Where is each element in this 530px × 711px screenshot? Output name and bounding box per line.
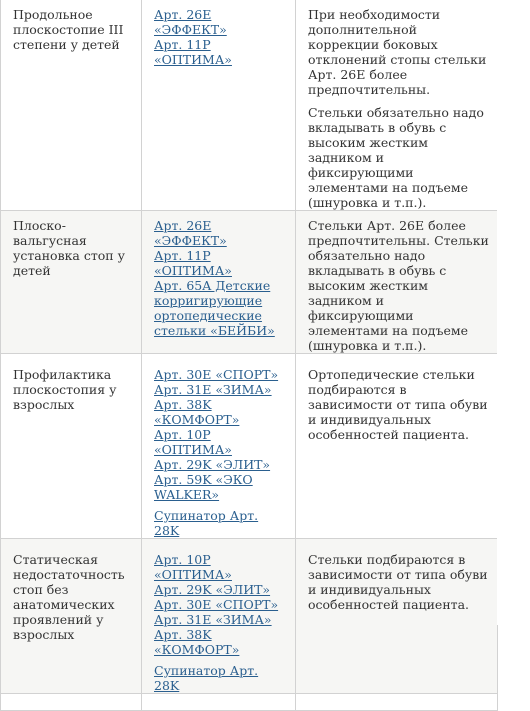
condition-cell bbox=[1, 354, 142, 539]
products-cell bbox=[142, 694, 296, 711]
product-link-31e-zima[interactable]: Арт. 31E «ЗИМА» bbox=[154, 612, 272, 627]
notes-cell bbox=[296, 539, 498, 694]
product-link-30e-sport[interactable]: Арт. 30E «СПОРТ» bbox=[154, 597, 279, 612]
condition-text: Продольное плоскостопие III степени у детей bbox=[13, 7, 124, 52]
product-link-11p-optima[interactable]: Арт. 11P «ОПТИМА» bbox=[154, 248, 232, 278]
products-cell bbox=[142, 539, 296, 694]
product-link-supinator-28k[interactable]: Супинатор Арт. 28K bbox=[154, 508, 259, 538]
notes-cell bbox=[296, 211, 498, 354]
product-link-65a-beibi[interactable]: Арт. 65A Детские корригирующие ортопедические стельки «БЕЙБИ» bbox=[154, 278, 275, 338]
table-row bbox=[1, 0, 498, 211]
product-link-10p-optima[interactable]: Арт. 10P «ОПТИМА» bbox=[154, 552, 232, 582]
products-cell bbox=[142, 0, 296, 211]
product-link-10p-optima[interactable]: Арт. 10P «ОПТИМА» bbox=[154, 427, 232, 457]
condition-text: Статическая недостаточность стоп без анатомических проявлений у взрослых bbox=[13, 552, 125, 642]
note-text: Стельки Арт. 26E более предпочтительны. Стельки обязательно надо вкладывать в обувь с высоким жестким задником и фиксирующими элементами на подъеме (шнуровка и т.п.). bbox=[308, 218, 489, 353]
product-link-30e-sport[interactable]: Арт. 30E «СПОРТ» bbox=[154, 367, 279, 382]
product-link-29k-elit[interactable]: Арт. 29K «ЭЛИТ» bbox=[154, 582, 271, 597]
page-margin bbox=[497, 0, 530, 625]
products-cell bbox=[142, 211, 296, 354]
notes-cell bbox=[296, 354, 498, 539]
condition-text: Профилактика плоскостопия у взрослых bbox=[13, 367, 117, 412]
table-row bbox=[1, 211, 498, 354]
product-link-29k-elit[interactable]: Арт. 29K «ЭЛИТ» bbox=[154, 457, 271, 472]
product-link-26e-effekt[interactable]: Арт. 26E «ЭФФЕКТ» bbox=[154, 218, 227, 248]
note-text: Ортопедические стельки подбираются в зависимости от типа обуви и индивидуальных особенностей пациента. bbox=[308, 367, 488, 442]
product-link-38k-komfort[interactable]: Арт. 38K «КОМФОРТ» bbox=[154, 397, 240, 427]
product-link-26e-effekt[interactable]: Арт. 26E «ЭФФЕКТ» bbox=[154, 7, 227, 37]
table-row bbox=[1, 539, 498, 694]
product-link-59k-eko-walker[interactable]: Арт. 59K «ЭКО WALKER» bbox=[154, 472, 253, 502]
note-text: Стельки обязательно надо вкладывать в обувь с высоким жестким задником и фиксирующими элементами на подъеме (шнуровка и т.п.). bbox=[308, 105, 484, 210]
condition-cell bbox=[1, 211, 142, 354]
condition-text: Плоско-вальгусная установка стоп у детей bbox=[13, 218, 125, 278]
note-text: При необходимости дополнительной коррекции боковых отклонений стопы стельки Арт. 26E более предпочтительны. bbox=[308, 7, 487, 97]
condition-cell bbox=[1, 694, 142, 711]
condition-cell bbox=[1, 539, 142, 694]
table-row bbox=[1, 694, 498, 711]
condition-cell bbox=[1, 0, 142, 211]
note-text: Стельки подбираются в зависимости от типа обуви и индивидуальных особенностей пациента. bbox=[308, 552, 488, 612]
product-link-38k-komfort[interactable]: Арт. 38K «КОМФОРТ» bbox=[154, 627, 240, 657]
product-link-supinator-28k[interactable]: Супинатор Арт. 28K bbox=[154, 663, 259, 693]
notes-cell bbox=[296, 694, 498, 711]
notes-cell bbox=[296, 0, 498, 211]
product-link-11p-optima[interactable]: Арт. 11P «ОПТИМА» bbox=[154, 37, 232, 67]
table-row bbox=[1, 354, 498, 539]
product-link-31e-zima[interactable]: Арт. 31E «ЗИМА» bbox=[154, 382, 272, 397]
products-cell bbox=[142, 354, 296, 539]
